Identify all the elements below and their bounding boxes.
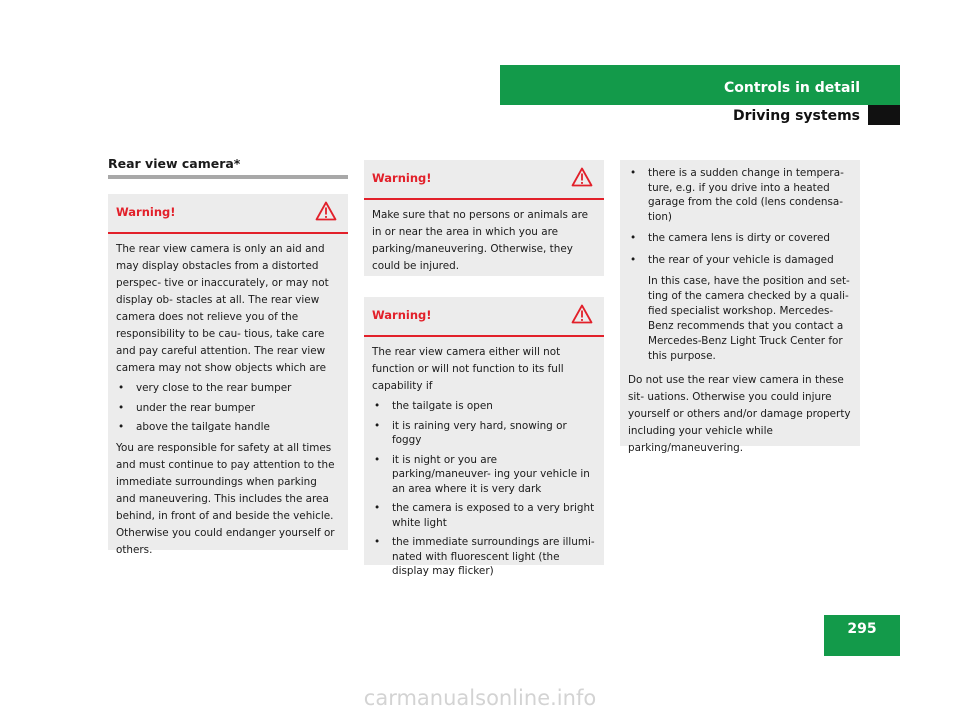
warning-text: Make sure that no persons or animals are in or near the area in which you are parking/maneuvering. Otherwise, they could be injured. [372, 209, 589, 272]
watermark: carmanualsonline.info [363, 686, 597, 710]
warning-text: The rear view camera either will not function or will not function to its full capability if [372, 346, 564, 392]
list-item: • the tailgate is open [372, 399, 595, 414]
warning-box-persons [364, 160, 604, 276]
indented-note: In this case, have the position and set- ting of the camera checked by a quali- fied specialist workshop. Mercedes-Benz recommends that you contact a Mercedes-Benz Light Truck Center for this purpose. [648, 275, 850, 362]
warning-box-function [364, 297, 604, 577]
list-item: • the rear of your vehicle is damaged [628, 253, 851, 268]
warning-triangle-icon [571, 304, 593, 324]
header-band [500, 65, 900, 105]
warning-text: The rear view camera is only an aid and may display obstacles from a distorted perspec- tive or inaccurately, or may not display ob- stacles at all. The rear view camera does not relieve you of the responsibility to be cau- tious, take care and pay careful attention. The rear view camera may not show objects which are [116, 243, 329, 374]
list-item: • above the tailgate handle [116, 420, 339, 435]
list-item: • under the rear bumper [116, 401, 339, 416]
section-rule [108, 175, 348, 179]
list-item: • it is raining very hard, snowing or foggy [372, 419, 595, 448]
list-item: • there is a sudden change in tempera- ture, e.g. if you drive into a heated garage from the cold (lens condensa- tion) [628, 166, 851, 224]
warning-label: Warning! [372, 308, 432, 322]
page-number-box [824, 615, 900, 656]
chapter-title: Controls in detail [724, 80, 860, 96]
section-title: Rear view camera* [108, 156, 241, 171]
warning-triangle-icon [315, 201, 337, 221]
list-item: • very close to the rear bumper [116, 381, 339, 396]
warning-header [108, 194, 348, 234]
list-item: • the camera lens is dirty or covered [628, 231, 851, 246]
warning-text: You are responsible for safety at all times and must continue to pay attention to the immediate surroundings when parking and maneuvering. This includes the area behind, in front of and beside the vehicle. Otherwise you could endanger yourself or others. [116, 441, 335, 556]
body-text: Do not use the rear view camera in these sit- uations. Otherwise you could injure yourself or others and/or damage property including your vehicle while parking/maneuvering. [628, 374, 851, 454]
info-box-continuation [620, 160, 860, 454]
warning-label: Warning! [116, 205, 176, 219]
warning-header [364, 297, 604, 337]
warning-label: Warning! [372, 171, 432, 185]
warning-box-camera-aid [108, 194, 348, 556]
list-item: • it is night or you are parking/maneuver- ing your vehicle in an area where it is very dark [372, 453, 595, 497]
header-marker [868, 105, 900, 125]
section-header: Driving systems [732, 108, 860, 124]
warning-triangle-icon [571, 167, 593, 187]
list-item: • the immediate surroundings are illumi- nated with fluorescent light (the display may flicker) [372, 535, 595, 579]
page-number: 295 [847, 621, 877, 637]
list-item: • the camera is exposed to a very bright white light [372, 501, 595, 530]
warning-header [364, 160, 604, 200]
